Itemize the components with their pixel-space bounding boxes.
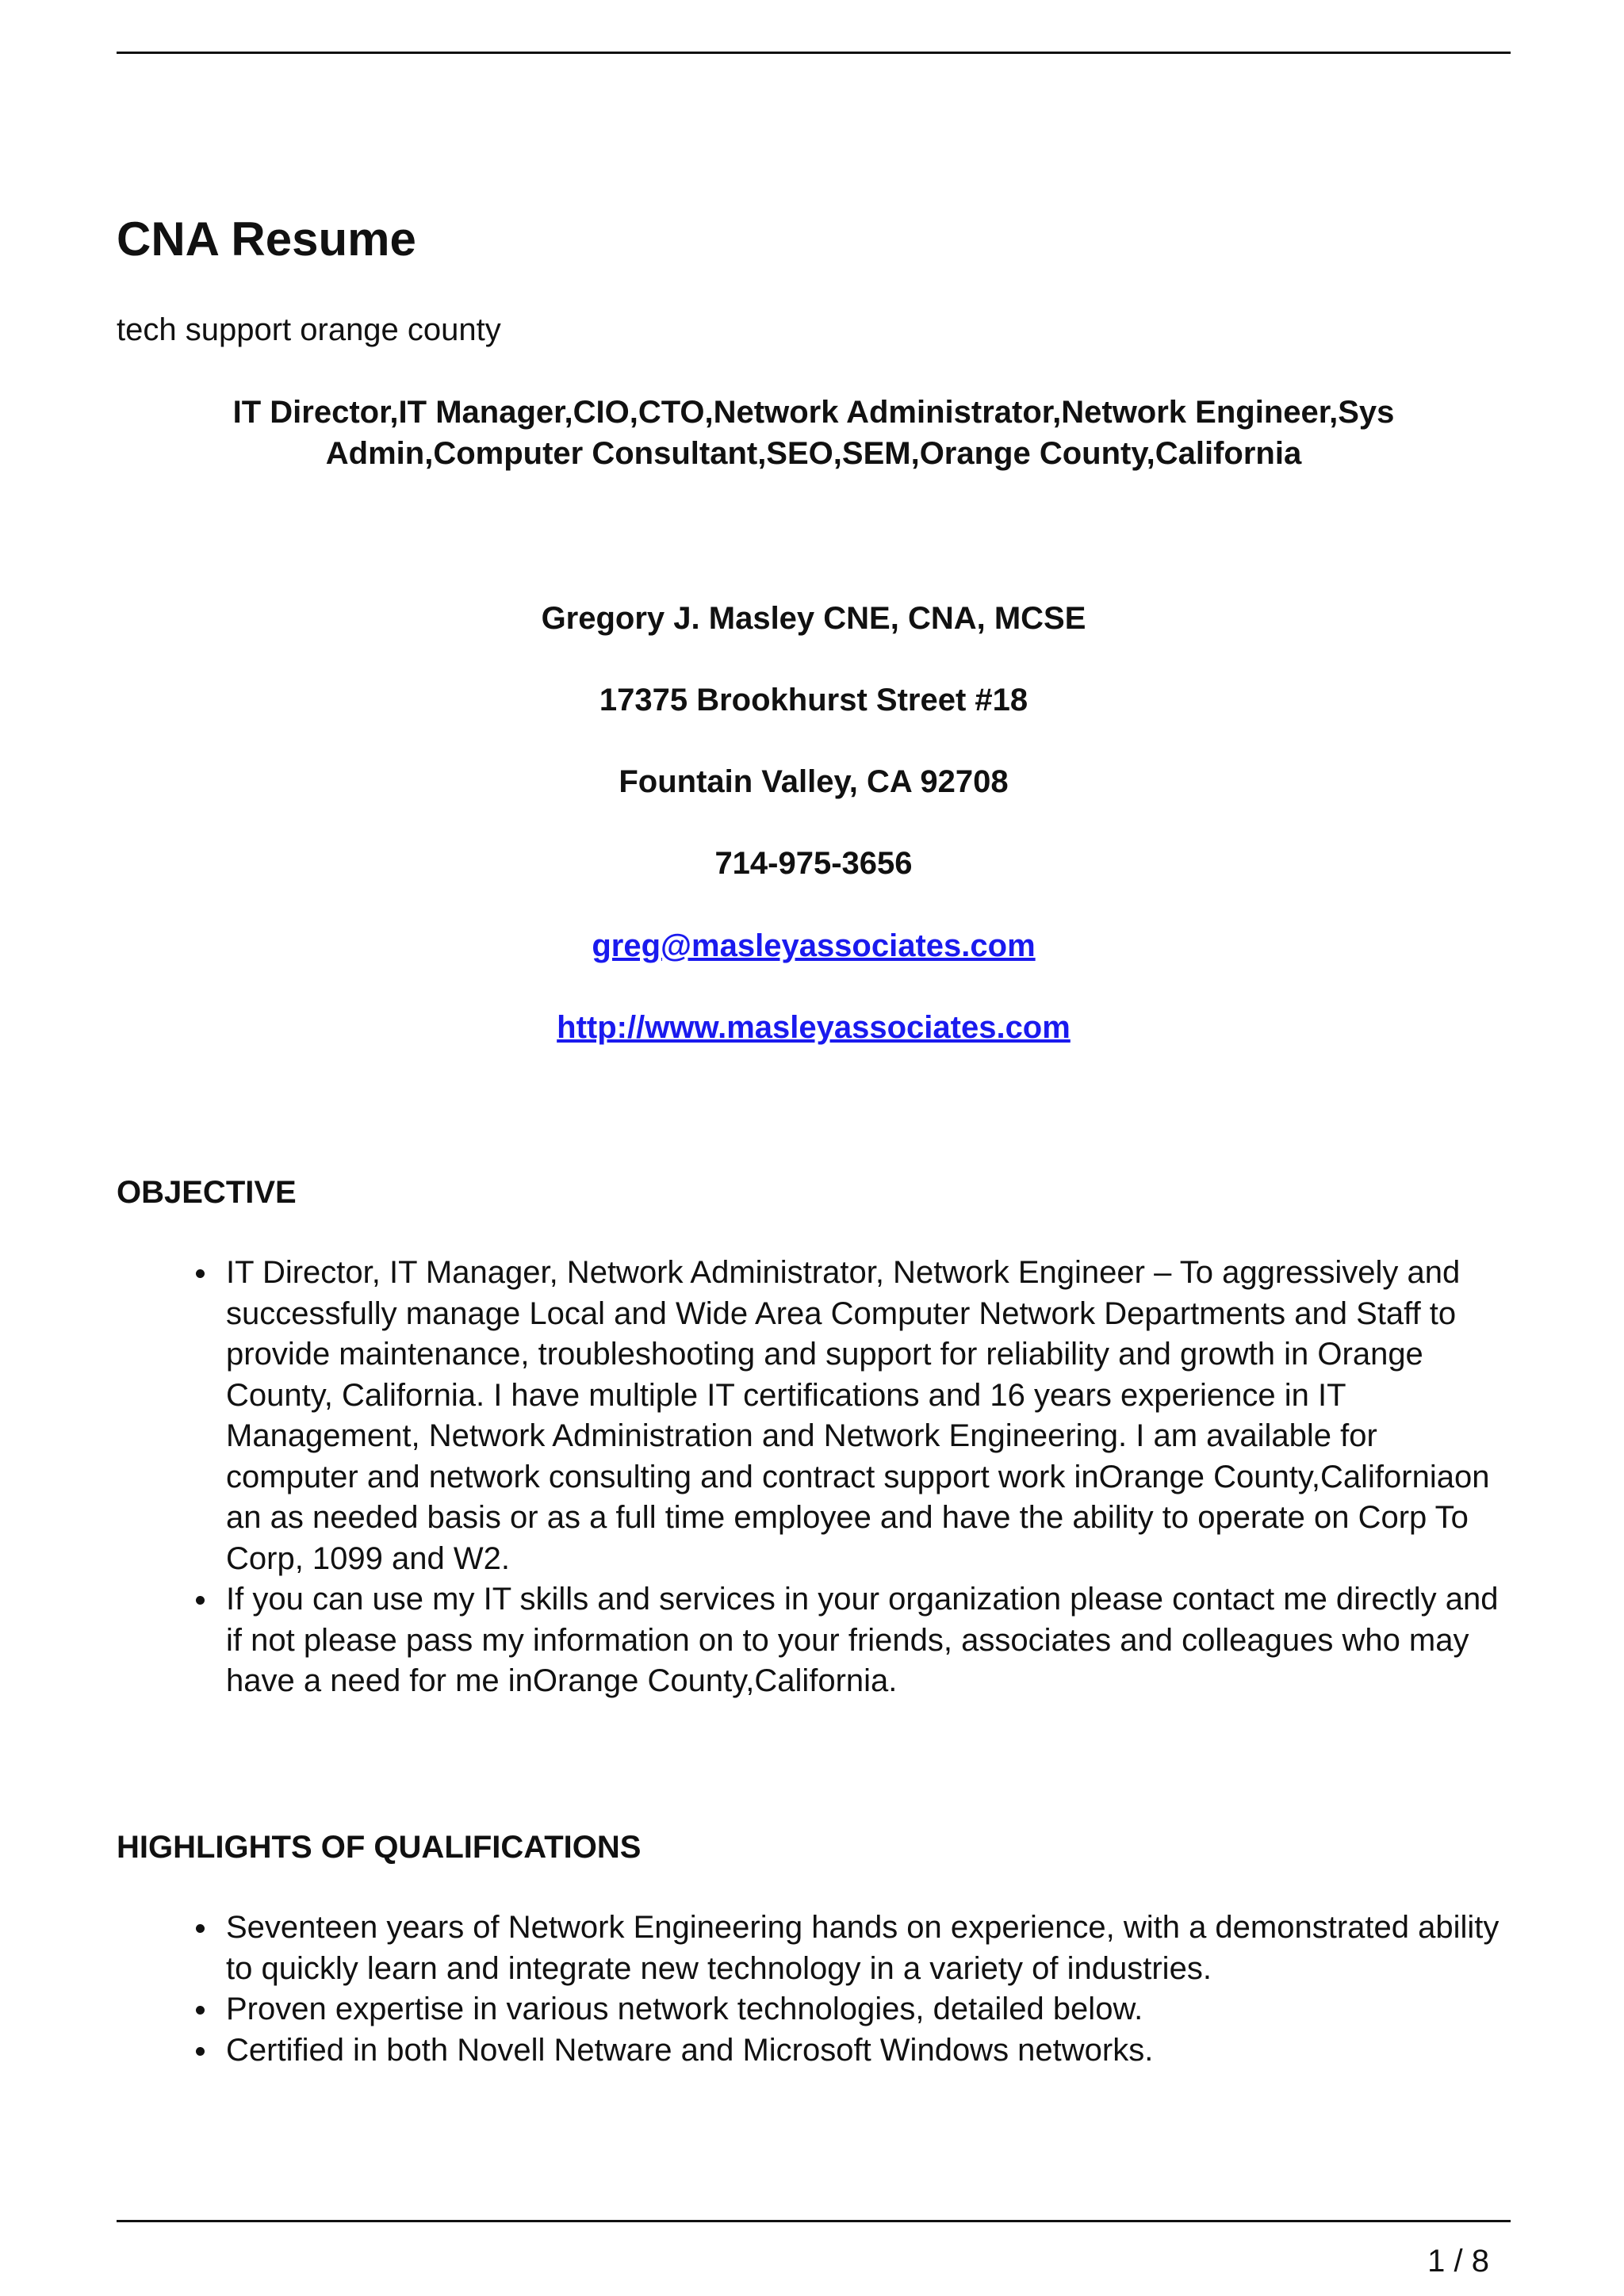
list-item — [117, 1989, 1511, 2030]
keywords-line: IT Director,IT Manager,CIO,CTO,Network Administrator,Network Engineer,Sys Admin,Computer Consultant,SEO,SEM,Orange County,California — [232, 395, 1395, 471]
contact-street: 17375 Brookhurst Street #18 — [599, 683, 1028, 718]
list-item — [117, 2030, 1511, 2072]
list-item — [117, 1253, 1511, 1579]
list-item-text: IT Director, IT Manager, Network Administrator, Network Engineer – To aggressively and successfully manage Local and Wide Area Computer Network Departments and Staff to provide maintenance, troubleshooting and support for reliability and growth in Orange County, California. I have multiple IT certifications and 16 years experience in IT Management, Network Administration and Network Engineering. I am available for computer and network consulting and contract support work inOrange County,Californiaon an as needed basis or as a full time employee and have the ability to operate on Corp To Corp, 1099 and W2. — [226, 1255, 1490, 1576]
contact-website-link[interactable]: http://www.masleyassociates.com — [557, 1010, 1071, 1045]
contact-email-link[interactable]: greg@masleyassociates.com — [592, 928, 1036, 963]
highlights-list — [117, 1908, 1511, 2071]
bullet-icon — [196, 2006, 205, 2015]
list-item-text: Certified in both Novell Netware and Microsoft Windows networks. — [226, 2032, 1154, 2068]
objective-heading: OBJECTIVE — [117, 1175, 297, 1210]
objective-list — [117, 1253, 1511, 1702]
page-number: 1 / 8 — [1427, 2244, 1489, 2279]
list-item — [117, 1579, 1511, 1702]
bullet-icon — [196, 1596, 205, 1605]
bullet-icon — [196, 2047, 205, 2056]
bullet-icon — [196, 1269, 205, 1278]
document-subtitle: tech support orange county — [117, 312, 501, 347]
contact-city: Fountain Valley, CA 92708 — [619, 764, 1009, 799]
header-rule — [117, 52, 1511, 54]
contact-name: Gregory J. Masley CNE, CNA, MCSE — [541, 601, 1086, 636]
list-item-text: Seventeen years of Network Engineering hands on experience, with a demonstrated ability to quickly learn and integrate new technology in a variety of industries. — [226, 1910, 1500, 1986]
list-item — [117, 1908, 1511, 1989]
highlights-heading: HIGHLIGHTS OF QUALIFICATIONS — [117, 1830, 642, 1865]
list-item-text: Proven expertise in various network technologies, detailed below. — [226, 1992, 1143, 2026]
list-item-text: If you can use my IT skills and services in your organization please contact me directly and if not please pass my information on to your friends, associates and colleagues who may have a need for me inOrange County,California. — [226, 1582, 1499, 1698]
bullet-icon — [196, 1924, 205, 1933]
contact-phone: 714-975-3656 — [714, 846, 913, 881]
footer-rule — [117, 2220, 1511, 2222]
document-title: CNA Resume — [117, 212, 416, 266]
